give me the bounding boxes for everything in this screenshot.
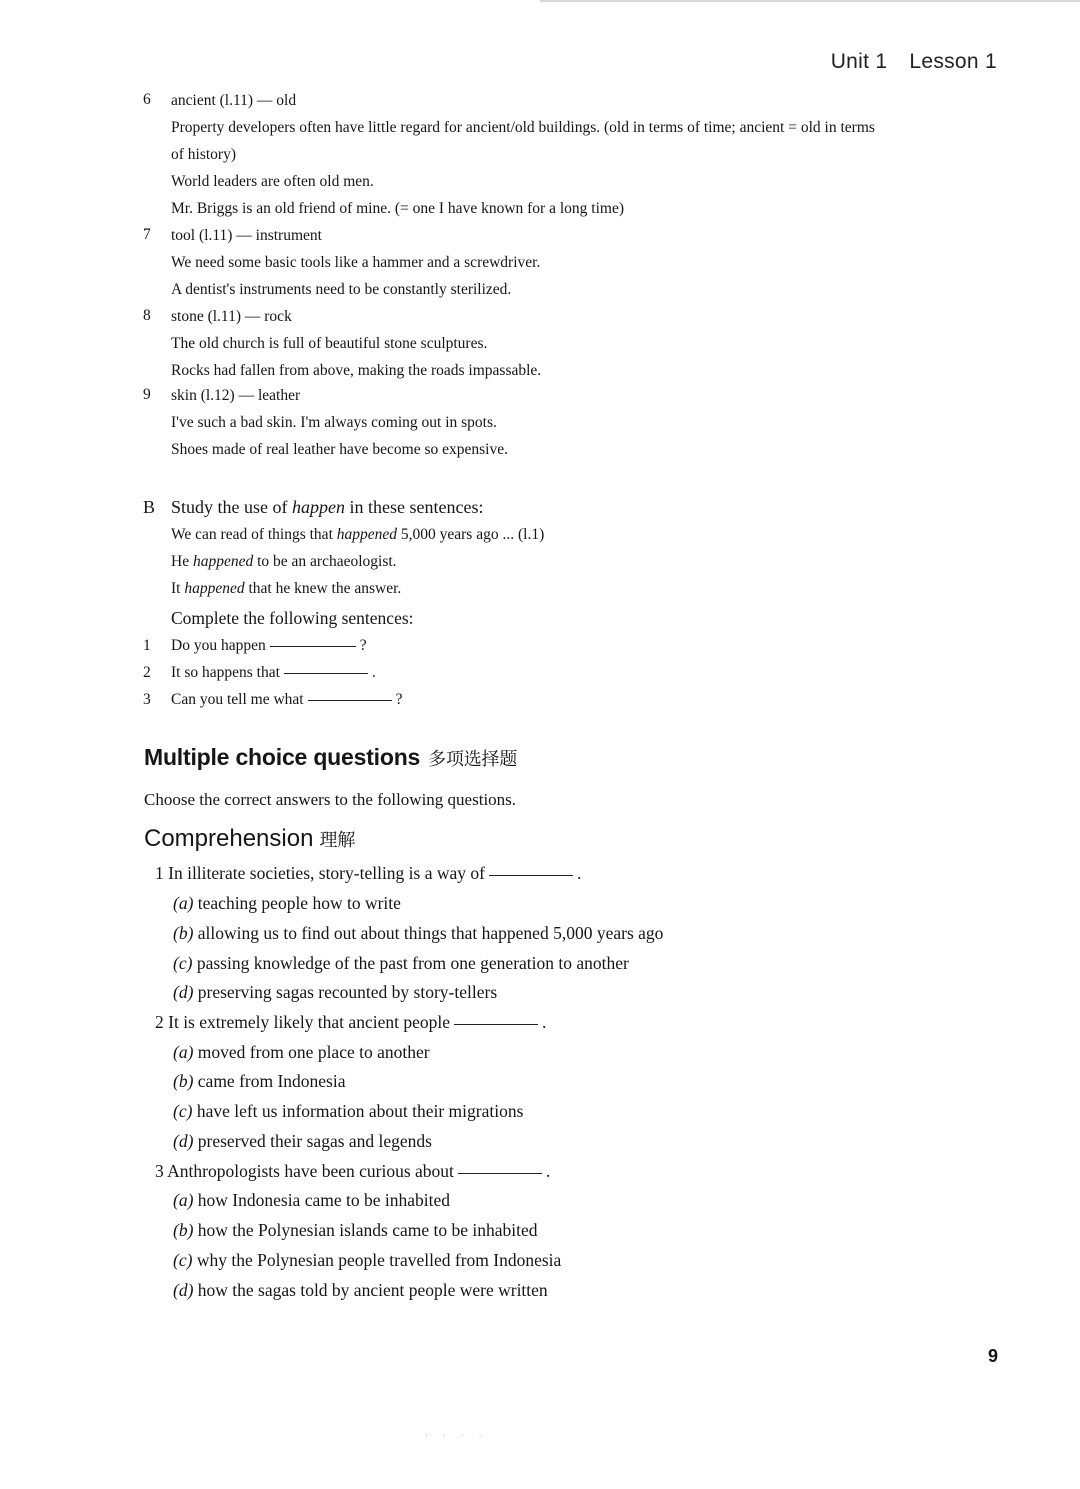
answer-option[interactable] — [173, 893, 401, 914]
option-text: moved from one place to another — [197, 1042, 430, 1062]
title-keyword: happen — [292, 497, 345, 517]
answer-option[interactable] — [173, 1071, 346, 1092]
example-text: We can read of things that — [171, 526, 333, 543]
exercise-number: 3 — [143, 691, 151, 708]
question-text: In illiterate societies, story-telling is a way of — [168, 863, 485, 883]
example-keyword: happened — [192, 553, 254, 570]
option-text: allowing us to find out about things that happened 5,000 years ago — [197, 923, 664, 943]
question-end: . — [545, 1161, 551, 1181]
example-sentence: We need some basic tools like a hammer and a screwdriver. — [171, 254, 541, 271]
answer-blank[interactable] — [458, 1172, 542, 1174]
answer-blank[interactable] — [284, 672, 368, 674]
mcq-instruction: Choose the correct answers to the following questions. — [144, 790, 517, 809]
exercise-number: 2 — [143, 664, 151, 681]
option-text: why the Polynesian people travelled from Indonesia — [196, 1250, 562, 1270]
scan-specks: · · · · — [425, 1431, 488, 1442]
option-text: passing knowledge of the past from one generation to another — [196, 953, 629, 973]
vocab-number: 7 — [143, 226, 151, 243]
vocab-entry — [171, 382, 508, 463]
option-text: preserving sagas recounted by story-tellers — [197, 982, 498, 1002]
option-letter: (c) — [173, 953, 193, 973]
question-end: . — [541, 1012, 547, 1032]
sub-heading-text: Comprehension — [144, 825, 314, 852]
option-letter: (a) — [173, 893, 194, 913]
answer-option[interactable] — [173, 953, 629, 974]
option-letter: (b) — [173, 1220, 194, 1240]
vocab-entry — [171, 303, 541, 384]
example-sentence: Shoes made of real leather have become so expensive. — [171, 441, 508, 458]
lesson-label: Lesson 1 — [909, 50, 997, 73]
example-keyword: happened — [336, 526, 398, 543]
exercise-text: Do you happen — [171, 637, 266, 654]
question-text: It is extremely likely that ancient people — [168, 1012, 450, 1032]
option-letter: (b) — [173, 1071, 194, 1091]
option-letter: (d) — [173, 982, 194, 1002]
option-text: how the Polynesian islands came to be inhabited — [197, 1220, 538, 1240]
example-sentence: Rocks had fallen from above, making the roads impassable. — [171, 362, 542, 379]
vocab-entry — [171, 87, 875, 222]
example-sentence: I've such a bad skin. I'm always coming out in spots. — [171, 414, 497, 431]
option-letter: (a) — [173, 1190, 194, 1210]
option-text: came from Indonesia — [197, 1071, 346, 1091]
example-text: 5,000 years ago ... (l.1) — [400, 526, 545, 543]
question-text: Anthropologists have been curious about — [167, 1161, 454, 1181]
vocab-headword: skin (l.12) — leather — [171, 387, 301, 404]
section-heading — [144, 744, 517, 771]
example-sentence: World leaders are often old men. — [171, 173, 374, 190]
example-sentence: A dentist's instruments need to be constantly sterilized. — [171, 281, 512, 298]
example-sentence: Property developers often have little regard for ancient/old buildings. (old in terms of time; ancient = old in terms — [171, 119, 875, 136]
exercise-text: It so happens that — [171, 664, 280, 681]
question — [155, 863, 581, 884]
unit-label: Unit 1 — [830, 50, 888, 73]
question-number: 2 — [155, 1012, 164, 1032]
title-text: in these sentences: — [349, 497, 484, 517]
option-text: preserved their sagas and legends — [197, 1131, 432, 1151]
question — [155, 1161, 550, 1182]
vocab-number: 9 — [143, 386, 151, 403]
answer-option[interactable] — [173, 982, 497, 1003]
example-sentence — [171, 553, 397, 571]
example-text: that he knew the answer. — [248, 580, 402, 597]
heading-text: Multiple choice questions — [144, 744, 421, 770]
question-number: 1 — [155, 863, 164, 883]
answer-option[interactable] — [173, 1101, 523, 1122]
example-sentence: of history) — [171, 146, 237, 163]
section-title — [171, 497, 483, 518]
option-text: have left us information about their migrations — [196, 1101, 524, 1121]
title-text: Study the use of — [171, 497, 288, 517]
page-number: 9 — [988, 1346, 999, 1366]
answer-blank[interactable] — [454, 1023, 538, 1025]
exercise-item — [171, 637, 367, 655]
answer-option[interactable] — [173, 1190, 450, 1211]
vocab-number: 8 — [143, 307, 151, 324]
sub-heading — [144, 825, 355, 853]
option-letter: (a) — [173, 1042, 194, 1062]
exercise-text: Can you tell me what — [171, 691, 304, 708]
answer-blank[interactable] — [270, 645, 356, 647]
sub-heading-chinese: 理解 — [319, 830, 356, 851]
vocab-headword: stone (l.11) — rock — [171, 308, 292, 325]
question — [155, 1012, 546, 1033]
example-sentence — [171, 526, 544, 544]
option-letter: (d) — [173, 1131, 194, 1151]
option-letter: (d) — [173, 1280, 194, 1300]
exercise-end: . — [371, 664, 376, 681]
exercise-item — [171, 664, 376, 682]
exercise-end: ? — [359, 637, 367, 654]
top-rule — [540, 0, 1080, 2]
example-sentence — [171, 580, 401, 598]
answer-option[interactable] — [173, 1250, 561, 1271]
example-sentence: The old church is full of beautiful stone sculptures. — [171, 335, 488, 352]
example-text: to be an archaeologist. — [257, 553, 397, 570]
exercise-number: 1 — [143, 637, 151, 654]
example-text: He — [171, 553, 190, 570]
option-letter: (b) — [173, 923, 194, 943]
answer-option[interactable] — [173, 1280, 548, 1301]
answer-option[interactable] — [173, 1220, 538, 1241]
option-text: how Indonesia came to be inhabited — [197, 1190, 450, 1210]
option-text: teaching people how to write — [197, 893, 401, 913]
heading-chinese: 多项选择题 — [428, 749, 518, 770]
vocab-number: 6 — [143, 91, 151, 108]
section-label: B — [143, 497, 156, 517]
exercise-instruction: Complete the following sentences: — [171, 608, 414, 628]
example-text: It — [171, 580, 181, 597]
question-number: 3 — [155, 1161, 164, 1181]
vocab-headword: ancient (l.11) — old — [171, 92, 297, 109]
answer-option[interactable] — [173, 1042, 430, 1063]
vocab-entry — [171, 222, 540, 303]
running-head — [831, 50, 997, 74]
vocab-headword: tool (l.11) — instrument — [171, 227, 322, 244]
answer-blank[interactable] — [308, 699, 392, 701]
answer-blank[interactable] — [489, 874, 573, 876]
answer-option[interactable] — [173, 1131, 432, 1152]
answer-option[interactable] — [173, 923, 663, 944]
exercise-end: ? — [395, 691, 403, 708]
option-text: how the sagas told by ancient people were written — [197, 1280, 548, 1300]
question-end: . — [576, 863, 582, 883]
option-letter: (c) — [173, 1250, 193, 1270]
example-sentence: Mr. Briggs is an old friend of mine. (= one I have known for a long time) — [171, 200, 624, 217]
exercise-item — [171, 691, 402, 709]
example-keyword: happened — [184, 580, 245, 597]
option-letter: (c) — [173, 1101, 193, 1121]
